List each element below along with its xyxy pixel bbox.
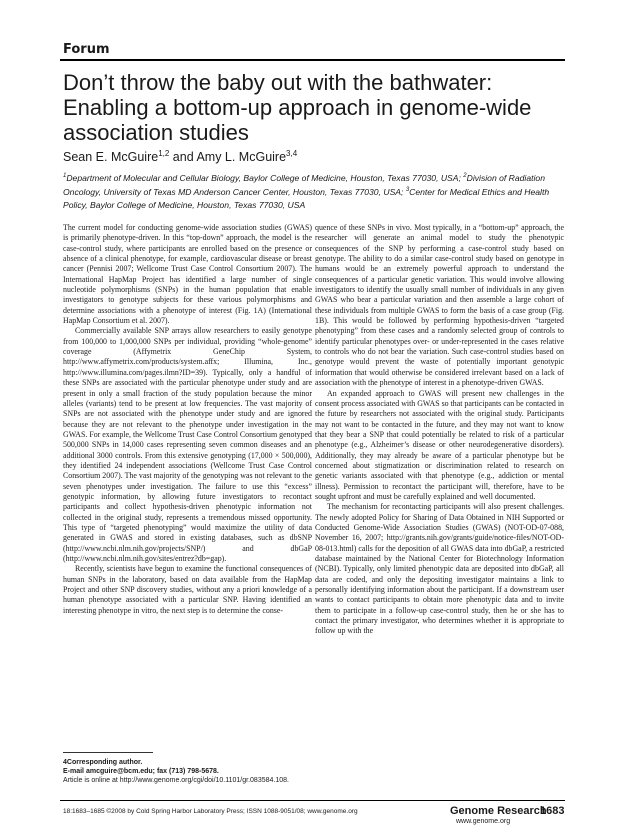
body-paragraph: An expanded approach to GWAS will present new challenges in the consent process associated with GWAS so that participants can be contacted in the future by researchers not associated with the original study. Participants may not want to be contacted in the future, and they may not want to know that they bear a SNP that could potentially be related to risk of a particular phenotype (e.g., Alzheimer’s disease or other neurodegenerative disorders). Additionally, they may already be aware of a particular phenotype but be concerned about stigmatization or discrimination related to research on genetic variants associated with that phenotype (e.g., addiction or mental illness). Permission to recontact the participant will, therefore, have to be sought upfront and must be carefully explained and well documented. <box>315 388 564 501</box>
article-online-note: Article is online at http://www.genome.org/cgi/doi/10.1101/gr.083584.108. <box>63 777 289 784</box>
journal-name: Genome Research <box>450 805 547 817</box>
journal-url: www.genome.org <box>456 818 511 825</box>
body-paragraph: quence of these SNPs in vivo. Most typically, in a “bottom-up” approach, the researcher will generate an animal model to study the phenotypic consequences of the SNP by performing a case-control study based on genotype. The ability to do a similar case-control study based on genotype in humans would be an extremely powerful approach to understand the consequences of a particular genetic variation. This would involve allowing investigators to identify the usually small number of individuals in any given GWAS who bear a particular variation and then assemble a large cohort of these individuals from multiple GWAS to form the basis of a case group (Fig. 1B). This would be followed by performing hypothesis-driven “targeted phenotyping” from these cases and a randomly selected group of controls to identify particular phenotypes over- or under-represented in the cases relative to controls who do not bear the variation. Such case-control studies based on genotype would prevent the waste of potentially important genotypic information that would otherwise be considered irrelevant based on a lack of association with the phenotype of interest in a phenotype-driven GWAS. <box>315 223 564 388</box>
title-line: association studies <box>63 120 249 145</box>
affiliation-marker: 3 <box>405 187 410 194</box>
footnote-divider <box>63 752 153 753</box>
author-conjunction: and <box>169 150 197 165</box>
title-line: Enabling a bottom-up approach in genome-wide <box>63 95 532 120</box>
corresponding-author-note: 4Corresponding author. <box>63 759 143 766</box>
footnote <box>63 758 312 785</box>
affiliations <box>63 170 563 212</box>
body-paragraph: The mechanism for recontacting participants will also present challenges. The newly adopted Policy for Sharing of Data Obtained in NIH Supported or Conducted Genome-Wide Association Studies (GWAS) (NOT-OD-07-088, November 16, 2007; http://grants.nih.gov/grants/guide/notice-files/NOT-OD-08-013.html) calls for the deposition of all GWAS data into dbGaP, a restricted database maintained by the National Center for Biotechnology Information (NCBI). Typically, only limited phenotypic data are deposited into dbGaP, all data are coded, and only the depositing investigator maintains a link to personally identifying information about the participant. If a downstream user wants to contact participants to obtain more phenotypic data and to invite them to participate in a follow-up case-control study, then he or she has to contact the primary investigator, who determines whether it is appropriate to follow up with the <box>315 502 564 636</box>
article-title <box>63 70 563 145</box>
affiliation: Division of Radiation Oncology, University of Texas MD Anderson Cancer Center, Houston, Texas 77030, USA; <box>63 172 545 198</box>
author-list <box>63 149 563 164</box>
author-name: Sean E. McGuire <box>63 150 159 165</box>
body-paragraph: Commercially available SNP arrays allow researchers to easily genotype from 100,000 to 1,000,000 SNPs per individual, providing “whole-genome” coverage (Affymetrix GeneChip System, http://www.affymetrix.com/products/system.affx; Illumina, Inc., http://www.illumina.com/pages.ilmn?ID=39). Typically, only a handful of these SNPs are associated with the particular phenotype under study and are present in only a small fraction of the study population because the minor alleles (variants) tend to be present at low frequencies. The vast majority of SNPs are not associated with the phenotype under study and are ignored because they are not relevant to the phenotype under investigation in the GWAS. For example, the Wellcome Trust Case Control Consortium genotyped 500,000 SNPs in 14,000 cases representing seven common diseases and an additional 3000 controls. From this extensive genotyping (17,000 × 500,000), they identified 24 independent associations (Wellcome Trust Case Control Consortium 2007). The vast majority of the genotyping was not relevant to the seven phenotypes under investigation. The failure to use this “excess” genotypic information, by allowing future investigators to recontact participants and collect hypothesis-driven phenotypic information not collected in the original study, represents a tremendous missed opportunity. This type of “targeted phenotyping” would maximize the utility of data generated in GWAS and stored in existing databases, such as dbSNP (http://www.ncbi.nlm.nih.gov/projects/SNP/) and dbGaP (http://www.ncbi.nlm.nih.gov/sites/entrez?db=gap). <box>63 326 312 563</box>
body-column-left <box>63 223 312 616</box>
author-affiliation-marker: 3,4 <box>286 149 298 158</box>
affiliation-marker: 1 <box>63 173 67 179</box>
author-affiliation-marker: 1,2 <box>158 149 170 158</box>
body-paragraph: Recently, scientists have begun to examine the functional consequences of human SNPs in the laboratory, based on data available from the HapMap Project and other SNP discovery studies, without any a priori knowledge of a human phenotype associated with a particular SNP. Having identified an interesting phenotype in vitro, the next step is to determine the conse- <box>63 564 312 615</box>
footer-citation: 18:1683–1685 ©2008 by Cold Spring Harbor Laboratory Press; ISSN 1088-9051/08; www.genome.org <box>63 808 358 815</box>
title-line: Don’t throw the baby out with the bathwater: <box>63 70 493 95</box>
page-number: 1683 <box>540 805 565 817</box>
affiliation-marker: 2 <box>463 173 467 179</box>
section-label: Forum <box>63 42 110 57</box>
footer-divider <box>60 800 565 801</box>
affiliation: Center for Medical Ethics and Health Policy, Baylor College of Medicine, Houston, Texas 77030, USA <box>63 187 550 210</box>
body-column-right <box>315 223 564 637</box>
section-divider <box>60 59 565 61</box>
body-paragraph: The current model for conducting genome-wide association studies (GWAS) is primarily phenotype-driven. In this “top-down” approach, the model is the case-control study, where participants are enrolled based on the presence or absence of a clinical phenotype, for example, cardiovascular disease or breast cancer (Pennisi 2007; Wellcome Trust Case Control Consortium 2007). The International HapMap Project has identified a large number of single nucleotide polymorphisms (SNPs) in the human population that enable investigators to genotype subjects for these various polymorphisms and determine associations with a phenotype of interest (Fig. 1A) (International HapMap Consortium et al. 2007). <box>63 223 312 326</box>
affiliation: Department of Molecular and Cellular Biology, Baylor College of Medicine, Houston, Texas 77030, USA; <box>66 172 464 183</box>
author-name: Amy L. McGuire <box>196 150 287 165</box>
corresponding-author-email: E-mail amcguire@bcm.edu; fax (713) 798-5678. <box>63 768 219 775</box>
